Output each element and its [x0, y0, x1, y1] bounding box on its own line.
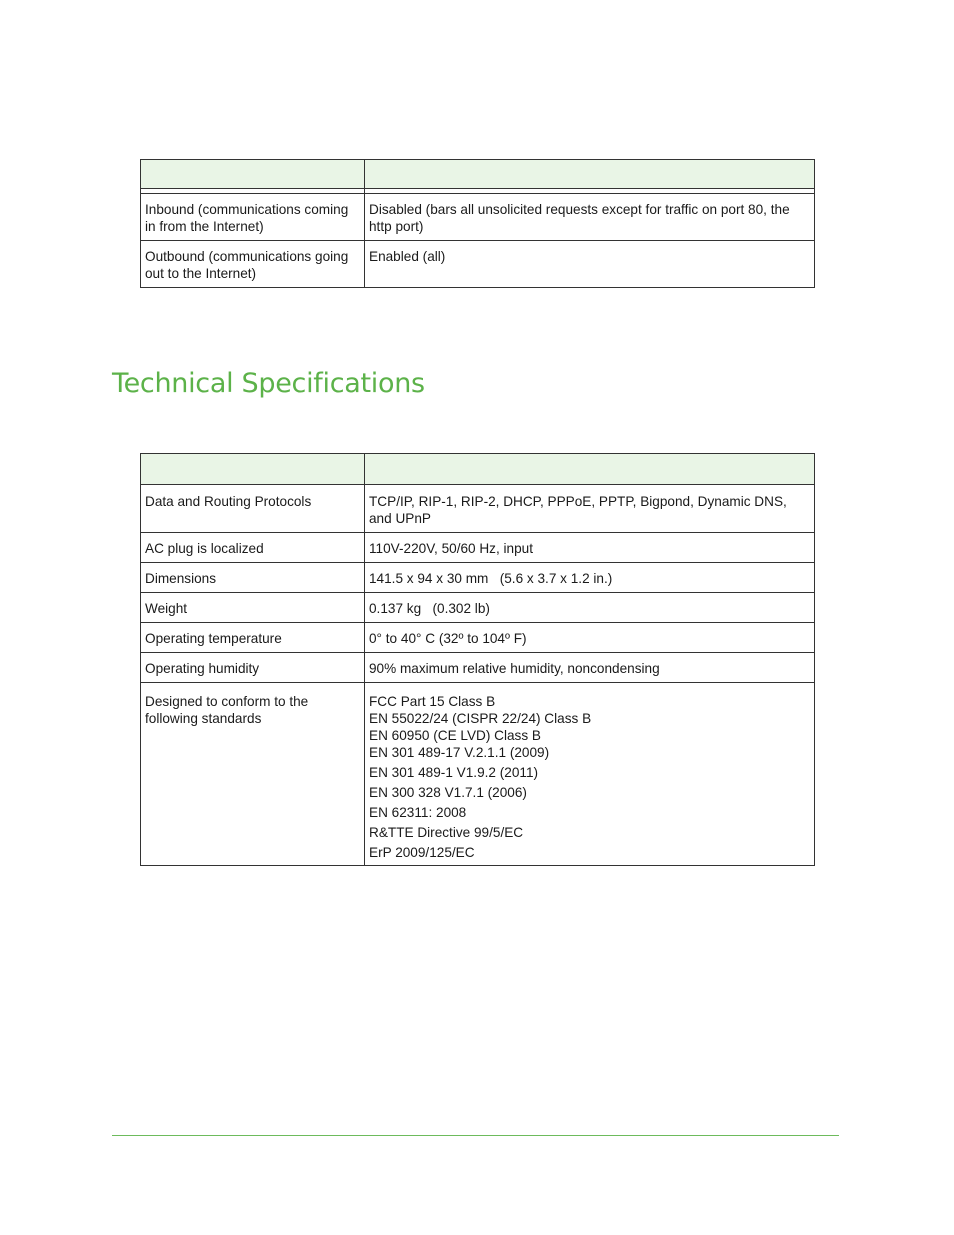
- feature-cell: Dimensions: [141, 563, 365, 593]
- table-row: [141, 194, 815, 241]
- setting-cell: Inbound (communications coming in from the Internet): [141, 194, 365, 241]
- feature-cell: Data and Routing Protocols: [141, 485, 365, 533]
- table-row: [141, 563, 815, 593]
- value-cell: 110V-220V, 50/60 Hz, input: [365, 533, 815, 563]
- header-cell-value: [365, 160, 815, 189]
- table-header-row: [141, 454, 815, 485]
- standard-item: EN 301 489-1 V1.9.2 (2011): [369, 765, 539, 780]
- footer-divider: [112, 1135, 839, 1136]
- value-cell: Enabled (all): [365, 241, 815, 288]
- table-row: [141, 241, 815, 288]
- standard-item: R&TTE Directive 99/5/EC: [369, 825, 524, 840]
- section-title: Technical Specifications: [112, 368, 425, 399]
- standard-item: EN 300 328 V1.7.1 (2006): [369, 785, 527, 800]
- value-cell: TCP/IP, RIP-1, RIP-2, DHCP, PPPoE, PPTP, Bigpond, Dynamic DNS, and UPnP: [365, 485, 815, 533]
- table-header-row: [141, 160, 815, 189]
- standards-list: [365, 683, 815, 866]
- header-cell-value: [365, 454, 815, 485]
- table-row: [141, 683, 815, 866]
- feature-cell: Operating humidity: [141, 653, 365, 683]
- feature-cell: Weight: [141, 593, 365, 623]
- value-cell: Disabled (bars all unsolicited requests except for traffic on port 80, the http port): [365, 194, 815, 241]
- header-cell-setting: [141, 160, 365, 189]
- feature-cell: Designed to conform to the following standards: [141, 683, 365, 866]
- standard-item: EN 55022/24 (CISPR 22/24) Class B: [369, 711, 592, 726]
- value-cell: 0° to 40° C (32º to 104º F): [365, 623, 815, 653]
- table-row: [141, 533, 815, 563]
- standard-item: ErP 2009/125/EC: [369, 845, 475, 860]
- table-row: [141, 593, 815, 623]
- header-cell-feature: [141, 454, 365, 485]
- standard-item: FCC Part 15 Class B: [369, 694, 496, 709]
- table-row: [141, 653, 815, 683]
- value-cell: 141.5 x 94 x 30 mm (5.6 x 3.7 x 1.2 in.): [365, 563, 815, 593]
- value-cell: 0.137 kg (0.302 lb): [365, 593, 815, 623]
- standard-item: EN 62311: 2008: [369, 805, 467, 820]
- table-row: [141, 485, 815, 533]
- setting-cell: Outbound (communications going out to the Internet): [141, 241, 365, 288]
- feature-cell: Operating temperature: [141, 623, 365, 653]
- standard-item: EN 60950 (CE LVD) Class B: [369, 728, 541, 743]
- table-row: [141, 623, 815, 653]
- standard-item: EN 301 489-17 V.2.1.1 (2009): [369, 745, 550, 760]
- feature-cell: AC plug is localized: [141, 533, 365, 563]
- value-cell: 90% maximum relative humidity, noncondensing: [365, 653, 815, 683]
- firewall-settings-table: [140, 159, 815, 288]
- technical-specifications-table: [140, 453, 815, 866]
